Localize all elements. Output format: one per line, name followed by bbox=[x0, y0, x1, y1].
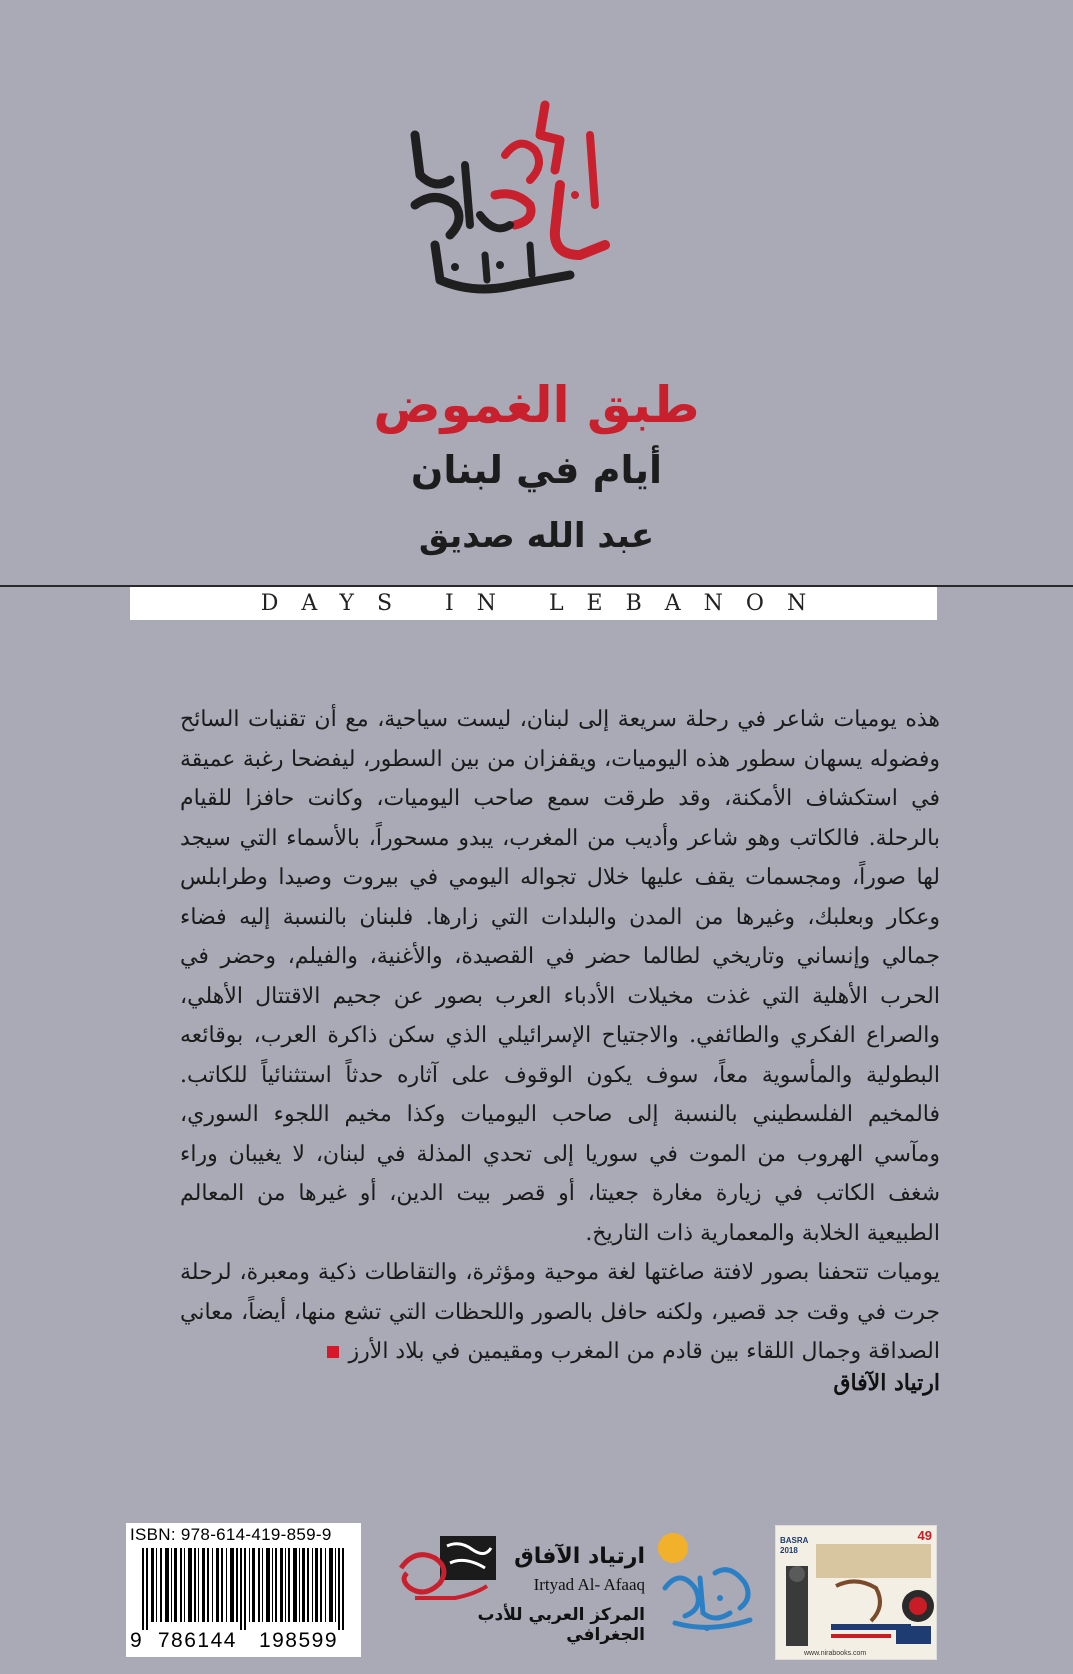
book-author: عبد الله صديق bbox=[418, 516, 655, 556]
barcode-digit-group-1: 786144 bbox=[157, 1629, 237, 1652]
isbn-barcode bbox=[126, 1523, 361, 1657]
poster-edition-number: 49 bbox=[917, 1528, 932, 1543]
publisher-name-arabic: ارتياد الآفاق bbox=[514, 1544, 645, 1569]
book-subtitle: أيام في لبنان bbox=[410, 448, 663, 492]
series-calligraphy-logo-icon bbox=[395, 95, 645, 305]
book-title: طبق الغموض bbox=[373, 376, 700, 434]
calligraphic-emblem-icon bbox=[395, 1528, 500, 1606]
barcode-digit-group-2: 198599 bbox=[258, 1629, 339, 1652]
blurb-paragraph-2 bbox=[180, 1253, 940, 1372]
blurb-paragraph-2-text: يوميات تتحفنا بصور لافتة صاغتها لغة موحية ومؤثرة، والتقاطات ذكية ومعبرة، لرحلة جرت في وقت جد قصير، ولكنه حافل بالصور واللحظات التي تشع منها، أيضاً، معاني الصداقة وجمال اللقاء بين قادم من المغرب ومقيمين في بلاد الأرز bbox=[180, 1260, 940, 1364]
barcode-digit-first: 9 bbox=[130, 1629, 144, 1652]
back-cover-blurb bbox=[180, 700, 940, 1372]
publisher-name-latin: Irtyad Al- Afaaq bbox=[533, 1575, 645, 1594]
barcode-icon bbox=[132, 1548, 356, 1630]
barcode-digits bbox=[130, 1629, 338, 1653]
partner-logo-icon bbox=[655, 1528, 765, 1638]
blurb-signature: ارتياد الآفاق bbox=[833, 1370, 940, 1396]
latin-title: DAYS IN LEBANON bbox=[260, 591, 830, 616]
poster-url: www.nirabooks.com bbox=[804, 1650, 867, 1657]
book-fair-poster bbox=[775, 1525, 937, 1660]
poster-city-name: BASRA bbox=[780, 1536, 809, 1545]
blurb-paragraph-1: هذه يوميات شاعر في رحلة سريعة إلى لبنان، ليست سياحية، مع أن تقنيات السائح وفضوله يسهان سطور هذه اليوميات، ويقفزان من بين السطور، ليفضحا رغبة عميقة في استكشاف الأمكنة، وقد طرقت سمع صاحب اليوميات، وكانت حافزا للقيام بالرحلة. فالكاتب وهو شاعر وأديب من المغرب، يبدو مسحوراً، بالأسماء التي سيجد لها صوراً، ومجسمات يقف عليها خلال تجواله اليومي في بيروت وصيدا وطرابلس وعكار وبعلبك، وغيرها من المدن والبلدات التي زارها. فلبنان بالنسبة إليه فضاء جمالي وإنساني وتاريخي لطالما حضر في القصيدة، والأغنية، والفيلم، وحضر في الحرب الأهلية التي غذت مخيلات الأدباء العرب بصور عن جحيم الاقتتال الأهلي، والصراع الفكري والطائفي. والاجتياح الإسرائيلي الذي سكن ذاكرة العرب، بوقائعه البطولية والمأسوية معاً، سوف يكون الوقوف على آثاره حدثاً استثنائياً للكاتب. فالمخيم الفلسطيني بالنسبة إلى صاحب اليوميات وكذا مخيم اللجوء السوري، ومآسي الهروب من الموت في سوريا إلى تحدي المذلة في لبنان، لا يغيبان وراء شغف الكاتب في زيارة مغارة جعيتا، أو قصر بيت الدين، أو غيرها من المعالم الطبيعية الخلابة والمعمارية ذات التاريخ. bbox=[180, 707, 940, 1246]
latin-title-band bbox=[130, 587, 937, 620]
publisher-center-name: المركز العربي للأدب الجغرافي bbox=[477, 1605, 645, 1645]
poster-city bbox=[780, 1536, 808, 1556]
poster-year: 2018 bbox=[780, 1546, 798, 1555]
isbn-label: ISBN: 978-614-419-859-9 bbox=[130, 1525, 332, 1544]
end-square-icon bbox=[327, 1346, 339, 1358]
